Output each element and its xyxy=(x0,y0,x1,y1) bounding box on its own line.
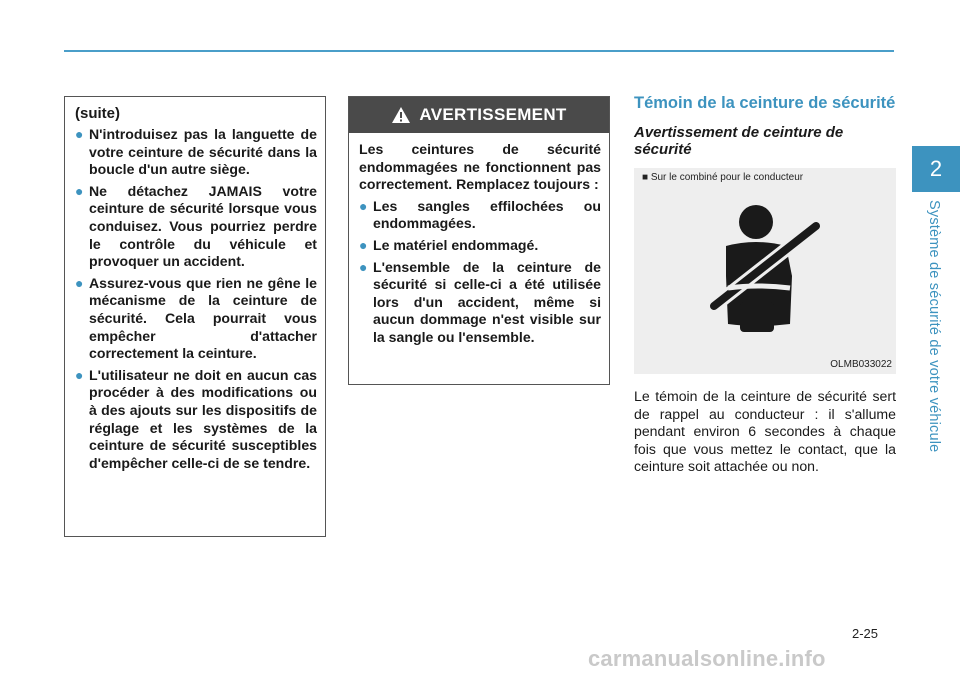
list-item xyxy=(359,259,601,347)
section-body-text: Le témoin de la ceinture de sécurité sert de rappel au conducteur : il s'allume pendant environ 6 secondes à chaque fois que vous mettez le contact, que la ceinture soit attachée ou non. xyxy=(634,388,896,475)
section-title: Témoin de la ceinture de sécurité xyxy=(634,94,896,112)
bullet-text: L'ensemble de la ceinture de sécurité si celle-ci a été utilisée lors d'un accident, même si aucun dommage n'est visible sur la sangle ou l'ensemble. xyxy=(373,258,601,345)
seatbelt-warning-icon xyxy=(706,202,826,334)
chapter-number: 2 xyxy=(929,156,943,181)
list-item xyxy=(359,198,601,233)
seatbelt-indicator-section xyxy=(634,94,896,476)
bullet-dot-icon: ● xyxy=(359,197,368,214)
bullet-text: N'introduisez pas la languette de votre ceinture de sécurité dans la boucle d'un autre siège. xyxy=(89,126,317,178)
warning-triangle-icon xyxy=(391,106,411,124)
indicator-figure xyxy=(634,168,896,374)
header-rule xyxy=(64,50,894,52)
bullet-dot-icon: ● xyxy=(75,366,84,383)
subsection-title: Avertissement de ceinture de sécurité xyxy=(634,124,844,158)
chapter-number-tab xyxy=(912,146,960,192)
bullet-text: Les sangles effilochées ou endommagées. xyxy=(373,197,601,232)
list-item xyxy=(75,183,317,271)
list-item xyxy=(75,126,317,179)
bullet-dot-icon: ● xyxy=(75,274,84,291)
bullet-dot-icon: ● xyxy=(75,126,84,142)
bullet-text: Assurez-vous que rien ne gêne le mécanisme de la ceinture de sécurité. Cela pourrait vous empêcher d'attacher correctement la ceinture. xyxy=(89,274,317,362)
chapter-title-vertical xyxy=(920,200,948,460)
bullet-dot-icon: ● xyxy=(359,236,368,253)
figure-caption: ■ Sur le combiné pour le conducteur xyxy=(642,172,804,183)
list-item xyxy=(75,275,317,363)
bullet-dot-icon: ● xyxy=(75,182,84,199)
warning-title: AVERTISSEMENT xyxy=(419,105,567,124)
warning-header xyxy=(349,97,609,133)
warning-bullet-list xyxy=(359,198,601,347)
warning-intro: Les ceintures de sécurité endommagées ne fonctionnent pas correctement. Remplacez toujours : xyxy=(359,141,601,193)
bullet-dot-icon: ● xyxy=(359,258,368,275)
warning-body xyxy=(349,133,609,347)
list-item xyxy=(75,367,317,473)
figure-code: OLMB033022 xyxy=(830,359,892,370)
continued-warning-box xyxy=(64,96,326,537)
warning-box xyxy=(348,96,610,385)
box-heading: (suite) xyxy=(75,105,120,122)
bullet-text: Le matériel endommagé. xyxy=(373,236,539,253)
bullet-text: L'utilisateur ne doit en aucun cas procéder à des modifications ou à des ajouts sur les dispositifs de réglage et les systèmes de la ceinture de sécurité susceptibles d'empêcher celle-ci de se tendre. xyxy=(89,366,317,471)
page-number: 2-25 xyxy=(852,626,879,641)
chapter-title: Système de sécurité de votre véhicule xyxy=(926,200,942,453)
box1-bullet-list xyxy=(75,126,317,472)
bullet-text: Ne détachez JAMAIS votre ceinture de sécurité lorsque vous conduisez. Vous pourriez perdre le contrôle du véhicule et provoquer un accident. xyxy=(89,182,317,270)
list-item xyxy=(359,237,601,255)
watermark: carmanualsonline.info xyxy=(588,646,826,671)
